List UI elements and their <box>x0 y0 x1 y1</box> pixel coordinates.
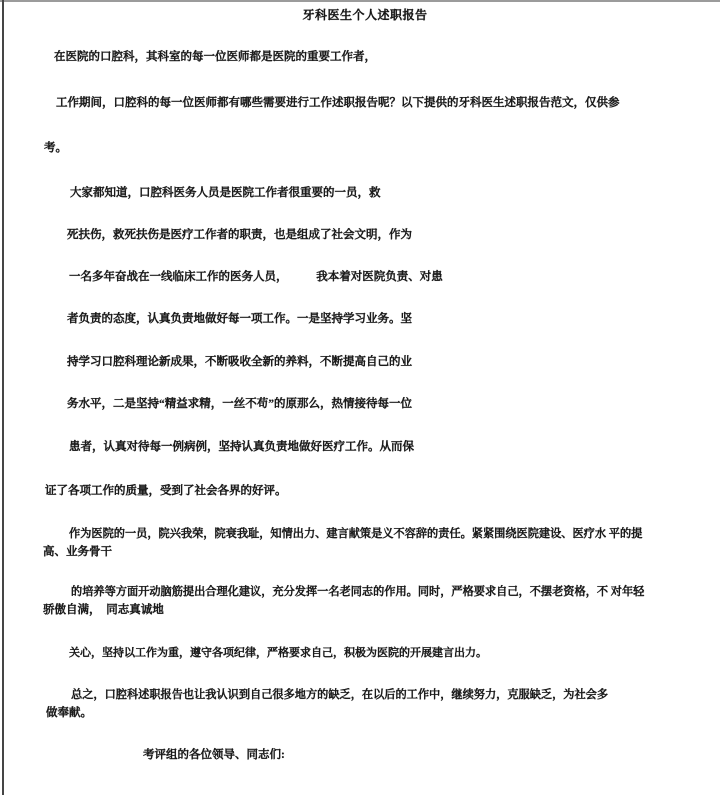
document-line: 工作期间，口腔科的每一位医师都有哪些需要进行工作述职报告呢？以下提供的牙科医生述职报告范文，仅供参 <box>56 97 620 109</box>
document-line: 的培养等方面开动脑筋提出合理化建议，充分发挥一名老同志的作用。同时，严格要求自己，不摆老资格，不 对年轻 <box>71 586 645 598</box>
document-line: 考评组的各位领导、同志们: <box>143 749 285 761</box>
page-top-border-line <box>0 0 720 2</box>
document-line: 高、业务骨干 <box>43 546 112 558</box>
document-line: 死扶伤，救死扶伤是医疗工作者的职责，也是组成了社会文明，作为 <box>67 229 412 241</box>
document-line: 在医院的口腔科，其科室的每一位医师都是医院的重要工作者， <box>54 51 376 63</box>
document-line: 务水平，二是坚持“精益求精，一丝不苟”的原那么，热情接待每一位 <box>67 398 412 410</box>
document-line: 大家都知道，口腔科医务人员是医院工作者很重要的一员，救 <box>70 187 381 199</box>
page-left-border-line <box>2 0 4 795</box>
document-line: 做奉献。 <box>46 707 92 719</box>
document-line: 一名多年奋战在一线临床工作的医务人员， 我本着对医院负责、对患 <box>69 271 443 283</box>
document-line: 骄傲自满， 同志真诚地 <box>43 604 164 616</box>
document-line: 患者，认真对待每一例病例，坚持认真负责地做好医疗工作。从而保 <box>69 441 414 453</box>
document-title: 牙科医生个人述职报告 <box>302 8 428 22</box>
document-line: 作为医院的一员，院兴我荣，院衰我耻，知情出力、建言献策是义不容辞的责任。紧紧围绕医院建设、医疗水 平的提 <box>69 528 643 540</box>
document-line: 关心，坚持以工作为重，遵守各项纪律，严格要求自己，积极为医院的开展建言出力。 <box>69 647 487 659</box>
document-line: 持学习口腔科理论新成果，不断吸收全新的养料，不断提高自己的业 <box>67 356 412 368</box>
document-line: 考。 <box>44 142 67 154</box>
document-line: 者负责的态度，认真负责地做好每一项工作。一是坚持学习业务。坚 <box>67 313 412 325</box>
document-line: 证了各项工作的质量，受到了社会各界的好评。 <box>45 485 287 497</box>
document-line: 总之，口腔科述职报告也让我认识到自己很多地方的缺乏，在以后的工作中，继续努力，克服缺乏，为社会多 <box>71 689 609 701</box>
